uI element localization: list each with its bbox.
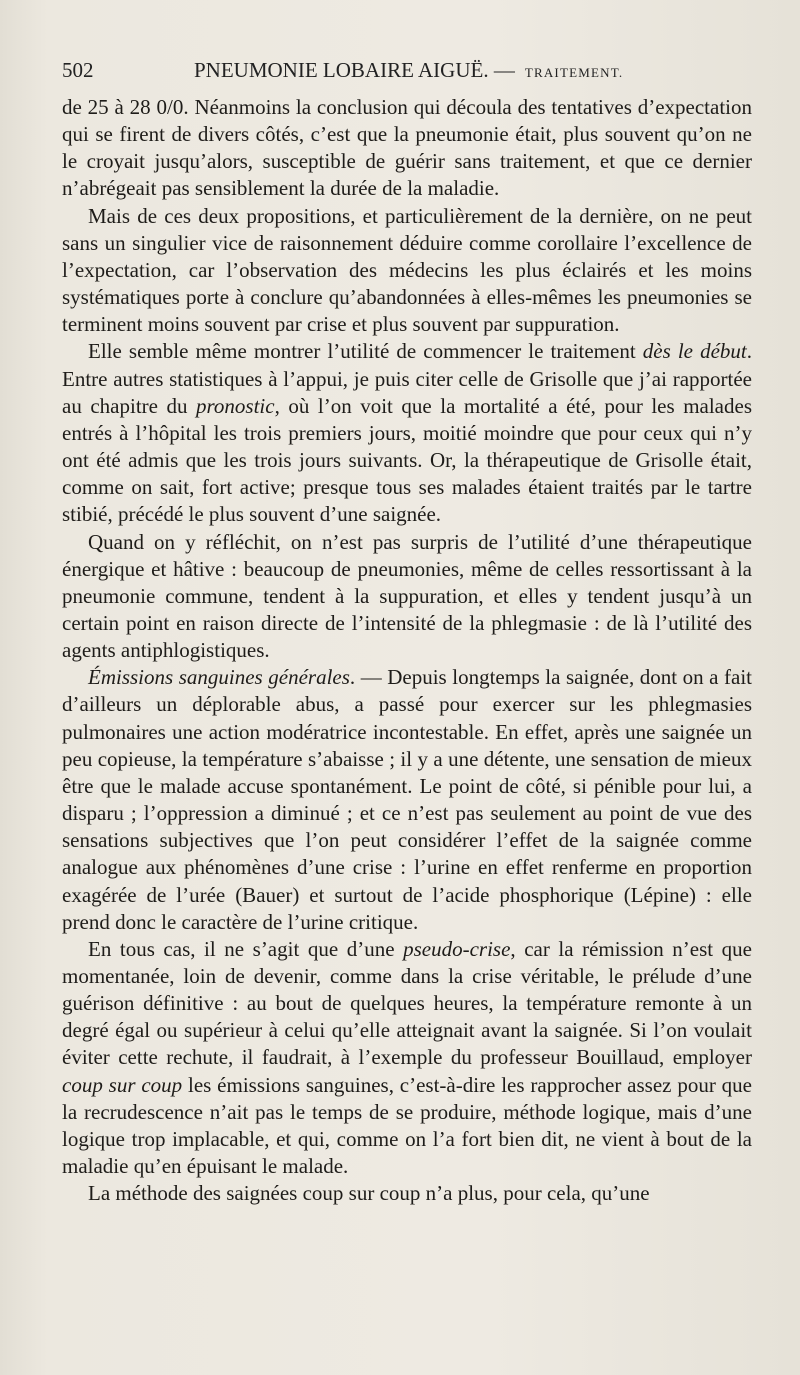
text-run: Quand on y réfléchit, on n’est pas surpris de l’utilité d’une thérapeutique énergique et hâtive : beaucoup de pneumonies, même de celles ressortissant à la pneumonie commune, tendent à la suppuration, et elles y tendent jusqu’à un certain point en raison directe de l’intensité de la phlegmasie : de là l’utilité des agents antiphlogistiques. bbox=[62, 529, 752, 663]
body-text bbox=[62, 94, 752, 1207]
text-run: En tous cas, il ne s’agit que d’une bbox=[88, 936, 404, 961]
text-run: , car la rémission n’est que momentanée, loin de devenir, comme dans la crise véritable, le prélude d’une guérison définitive : au bout de quelques heures, la température remonte à un degré égal ou supérieur à celui qu’elle atteignait avant la saignée. Si l’on voulait éviter cette rechute, il faudrait, à l’exemple du professeur Bouillaud, employer bbox=[62, 936, 753, 1070]
paragraph bbox=[62, 936, 752, 1180]
paragraph bbox=[62, 94, 752, 203]
paragraph bbox=[62, 203, 752, 339]
italic-text: coup sur coup bbox=[62, 1072, 183, 1097]
text-run: La méthode des saignées coup sur coup n’a plus, pour cela, qu’une bbox=[88, 1181, 650, 1206]
text-run: . Entre autres statistiques à l’appui, je puis citer celle de Grisolle que j’ai rapportée au chapitre du bbox=[62, 339, 752, 418]
running-header bbox=[62, 58, 752, 94]
running-title: PNEUMONIE LOBAIRE AIGUË. — bbox=[194, 58, 515, 82]
section-title: TRAITEMENT. bbox=[524, 65, 624, 80]
italic-text: pseudo-crise bbox=[403, 936, 511, 961]
text-run: . — Depuis longtemps la saignée, dont on a fait d’ailleurs un déplorable abus, a passé pour exercer sur les phlegmasies pulmonaires une action modératrice incontestable. En effet, après une saignée un peu copieuse, la température s’abaisse ; il y a une détente, une sensation de mieux être que le malade accuse spontanément. Le point de côté, si pénible pour lui, a disparu ; l’oppression a diminué ; et ce n’est pas seulement au point de vue des sensations subjectives que l’on peut considérer l’effet de la saignée comme analogue aux phénomènes d’une crise : l’urine en effet renferme en proportion exagérée de l’urée (Bauer) et surtout de l’acide phosphorique (Lépine) : elle prend donc le caractère de l’urine critique. bbox=[62, 665, 752, 934]
paragraph bbox=[62, 338, 752, 528]
text-run: , où l’on voit que la mortalité a été, pour les malades entrés à l’hôpital les trois premiers jours, moitié moindre que pour ceux qui n’y ont été admis que les trois jours suivants. Or, la thérapeutique de Grisolle était, comme on sait, fort active; presque tous ses malades étaient traités par le tartre stibié, précédé le plus souvent d’une saignée. bbox=[62, 393, 753, 527]
paragraph bbox=[62, 664, 752, 936]
page-number: 502 bbox=[62, 58, 94, 82]
text-run: de 25 à 28 0/0. Néanmoins la conclusion qui découla des tentatives d’expectation qui se firent de divers côtés, c’est que la pneumonie était, plus souvent qu’on ne le croyait jusqu’alors, susceptible de guérir sans traitement, et que ce dernier n’abrégeait pas sensiblement la durée de la maladie. bbox=[62, 95, 752, 201]
paragraph bbox=[62, 1180, 752, 1207]
paragraph bbox=[62, 529, 752, 665]
text-run: les émissions sanguines, c’est-à-dire les rapprocher assez pour que la recrudescence n’ait pas le temps de se produire, méthode logique, mais d’une logique trop implacable, et qui, comme on l’a fort bien dit, ne vient à bout de la maladie qu’en épuisant le malade. bbox=[62, 1072, 752, 1179]
text-run: Mais de ces deux propositions, et particulièrement de la dernière, on ne peut sans un singulier vice de raisonnement déduire comme corollaire l’excellence de l’expectation, car l’observation des médecins les plus éclairés et les moins systématiques porte à conclure qu’abandonnées à elles-mêmes les pneumonies se terminent moins souvent par crise et plus souvent par suppuration. bbox=[62, 203, 752, 337]
text-run: Elle semble même montrer l’utilité de commencer le traitement bbox=[88, 339, 643, 364]
italic-text: pronostic bbox=[196, 393, 275, 418]
italic-text: Émissions sanguines générales bbox=[88, 665, 350, 690]
italic-text: dès le début bbox=[642, 339, 747, 364]
